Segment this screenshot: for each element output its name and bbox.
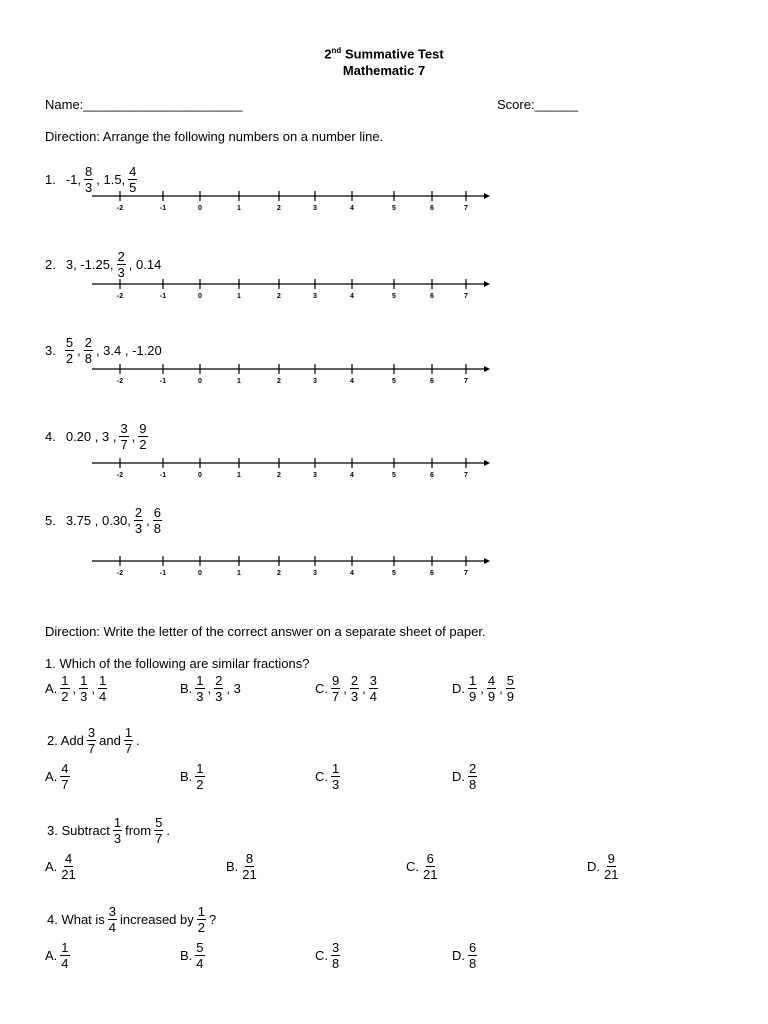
denominator: 21 <box>242 867 257 882</box>
question-stem <box>45 816 172 845</box>
fraction <box>331 674 340 703</box>
direction-part1: Direction: Arrange the following numbers on a number line. <box>45 129 384 144</box>
title-text: Summative Test <box>344 46 444 62</box>
number-line[interactable] <box>90 555 492 579</box>
tick-label: -1 <box>159 378 167 385</box>
option-letter: D. <box>452 769 465 784</box>
fraction <box>138 422 147 451</box>
fraction <box>134 506 143 535</box>
fraction <box>468 762 477 791</box>
numerator: 3 <box>369 673 377 688</box>
number-line[interactable] <box>90 363 492 387</box>
numerator: 1 <box>99 673 107 688</box>
fraction <box>117 250 126 279</box>
tick-label: 5 <box>392 293 396 300</box>
fraction <box>241 852 257 881</box>
numerator: 3 <box>332 940 340 955</box>
text-segment: 2. Add <box>47 733 84 748</box>
denominator: 5 <box>129 180 137 195</box>
fraction <box>153 506 162 535</box>
numerator: 5 <box>65 335 74 350</box>
text-segment: 4. What is <box>47 912 105 927</box>
numerator: 4 <box>487 673 496 688</box>
arrow-head-icon <box>484 366 490 372</box>
text-segment: 3.75 , 0.30, <box>65 513 131 528</box>
number-line-item <box>45 336 164 365</box>
text-segment: , <box>207 681 212 696</box>
fraction <box>468 674 477 703</box>
number-line[interactable] <box>90 190 492 214</box>
answer-option[interactable] <box>315 674 379 703</box>
arrow-head-icon <box>484 281 490 287</box>
option-letter: B. <box>180 769 193 784</box>
answer-option[interactable] <box>180 762 206 791</box>
fraction <box>84 336 93 365</box>
denominator: 7 <box>120 437 128 452</box>
fraction <box>98 674 107 703</box>
fraction <box>113 816 122 845</box>
tick-label: 5 <box>392 472 396 479</box>
denominator: 9 <box>506 689 514 704</box>
denominator: 3 <box>196 689 204 704</box>
numerator: 1 <box>124 725 133 740</box>
text-segment: from <box>125 823 152 838</box>
tick-label: 2 <box>277 205 281 212</box>
fraction <box>369 674 378 703</box>
tick-label: 6 <box>430 378 434 385</box>
tick-label: 7 <box>464 205 468 212</box>
answer-option[interactable] <box>180 941 206 970</box>
numerator: 5 <box>506 673 514 688</box>
numerator: 4 <box>129 164 137 179</box>
text-segment: , <box>480 681 484 696</box>
fraction <box>331 762 340 791</box>
number-line[interactable] <box>90 278 492 302</box>
tick-label: 1 <box>237 570 241 577</box>
numerator: 1 <box>332 761 340 776</box>
option-letter: B. <box>180 948 193 963</box>
numerator: 9 <box>607 851 615 866</box>
numerator: 1 <box>196 761 204 776</box>
denominator: 8 <box>469 777 477 792</box>
denominator: 9 <box>487 689 496 704</box>
tick-label: 7 <box>464 472 468 479</box>
text-segment: increased by <box>120 912 194 927</box>
numerator: 9 <box>139 421 147 436</box>
tick-label: -2 <box>116 378 124 385</box>
title-superscript: nd <box>331 46 342 55</box>
option-letter: C. <box>315 948 328 963</box>
number-line-item <box>45 250 163 279</box>
denominator: 4 <box>196 956 204 971</box>
fraction <box>60 674 69 703</box>
denominator: 3 <box>80 689 88 704</box>
numerator: 1 <box>61 940 69 955</box>
tick-label: 0 <box>198 205 202 212</box>
option-letter: C. <box>406 859 419 874</box>
text-segment: , <box>146 513 150 528</box>
fraction <box>214 674 223 703</box>
numerator: 1 <box>113 815 122 830</box>
tick-label: 6 <box>430 293 434 300</box>
score-field[interactable]: Score:______ <box>497 97 578 112</box>
number-line-svg <box>90 278 492 302</box>
option-letter: A. <box>45 769 58 784</box>
option-letter: A. <box>45 681 58 696</box>
item-number: 5. <box>45 513 56 528</box>
numerator: 5 <box>196 940 204 955</box>
numerator: 1 <box>196 673 204 688</box>
denominator: 3 <box>134 521 143 536</box>
tick-label: 3 <box>313 293 317 300</box>
tick-label: 3 <box>313 205 317 212</box>
option-letter: D. <box>452 681 465 696</box>
fraction <box>195 762 204 791</box>
denominator: 3 <box>113 831 122 846</box>
arrow-head-icon <box>484 558 490 564</box>
text-segment: , 0.14 <box>128 257 162 272</box>
numerator: 2 <box>469 761 477 776</box>
denominator: 4 <box>61 956 69 971</box>
denominator: 4 <box>369 689 377 704</box>
denominator: 4 <box>108 920 117 935</box>
fraction <box>603 852 619 881</box>
tick-label: 1 <box>237 378 241 385</box>
answer-option[interactable] <box>315 941 341 970</box>
tick-label: -2 <box>116 570 124 577</box>
option-letter: B. <box>226 859 239 874</box>
tick-label: 4 <box>350 205 354 212</box>
text-segment: , 1.5, <box>96 172 126 187</box>
direction-part2: Direction: Write the letter of the correct answer on a separate sheet of paper. <box>45 624 486 639</box>
denominator: 8 <box>153 521 161 536</box>
number-line[interactable] <box>90 457 492 481</box>
page-title <box>0 46 768 61</box>
tick-label: 6 <box>430 205 434 212</box>
tick-label: 3 <box>313 570 317 577</box>
tick-label: 5 <box>392 570 396 577</box>
question-stem <box>45 726 142 755</box>
numerator: 4 <box>64 851 73 866</box>
fraction <box>87 726 96 755</box>
tick-label: 7 <box>464 293 468 300</box>
numerator: 1 <box>469 673 477 688</box>
numerator: 5 <box>155 815 163 830</box>
text-segment: , 3 <box>226 681 241 696</box>
tick-label: 7 <box>464 378 468 385</box>
denominator: 21 <box>61 867 76 882</box>
number-line-svg <box>90 190 492 214</box>
fraction <box>487 674 496 703</box>
numerator: 2 <box>117 249 125 264</box>
numerator: 6 <box>153 505 161 520</box>
denominator: 7 <box>124 741 133 756</box>
fraction <box>350 674 359 703</box>
text-segment: , <box>131 429 136 444</box>
tick-label: 6 <box>430 570 434 577</box>
tick-label: 5 <box>392 205 396 212</box>
answer-option[interactable] <box>180 674 243 703</box>
denominator: 2 <box>61 689 69 704</box>
numerator: 6 <box>426 851 434 866</box>
numerator: 2 <box>215 673 223 688</box>
tick-label: 3 <box>313 472 317 479</box>
tick-label: 0 <box>198 293 202 300</box>
number-line-item <box>45 506 163 535</box>
denominator: 21 <box>604 867 619 882</box>
numerator: 3 <box>108 904 117 919</box>
tick-label: 2 <box>277 472 281 479</box>
fraction <box>124 726 133 755</box>
numerator: 3 <box>87 725 96 740</box>
text-segment: 1. Which of the following are similar fractions? <box>45 656 310 671</box>
arrow-head-icon <box>484 460 490 466</box>
fraction <box>331 941 340 970</box>
number-line-svg <box>90 555 492 579</box>
denominator: 3 <box>332 777 340 792</box>
answer-option[interactable] <box>45 762 71 791</box>
tick-label: 1 <box>237 472 241 479</box>
option-letter: A. <box>45 948 58 963</box>
text-segment: , <box>499 681 503 696</box>
denominator: 4 <box>99 689 107 704</box>
option-letter: A. <box>45 859 58 874</box>
fraction <box>65 336 74 365</box>
denominator: 2 <box>197 920 205 935</box>
answer-option[interactable] <box>226 852 259 881</box>
text-segment: 3, -1.25, <box>65 257 114 272</box>
question-stem <box>45 656 311 671</box>
denominator: 8 <box>332 956 340 971</box>
fraction <box>422 852 438 881</box>
tick-label: 2 <box>277 378 281 385</box>
denominator: 9 <box>469 689 477 704</box>
answer-option[interactable] <box>406 852 439 881</box>
fraction <box>60 941 69 970</box>
denominator: 3 <box>350 689 359 704</box>
text-segment: 3. Subtract <box>47 823 110 838</box>
option-letter: C. <box>315 769 328 784</box>
denominator: 21 <box>423 867 438 882</box>
option-letter: D. <box>452 948 465 963</box>
fraction <box>506 674 515 703</box>
question-stem <box>45 905 218 934</box>
tick-label: -2 <box>116 293 124 300</box>
tick-label: 4 <box>350 570 354 577</box>
denominator: 7 <box>332 689 340 704</box>
fraction <box>195 941 204 970</box>
fraction <box>119 422 128 451</box>
answer-option[interactable] <box>452 762 478 791</box>
denominator: 2 <box>65 351 74 366</box>
text-segment: , <box>77 343 81 358</box>
tick-label: -2 <box>116 472 124 479</box>
tick-label: 5 <box>392 378 396 385</box>
tick-label: 0 <box>198 378 202 385</box>
tick-label: -1 <box>159 472 167 479</box>
text-segment: . <box>136 733 140 748</box>
option-letter: B. <box>180 681 193 696</box>
denominator: 2 <box>196 777 204 792</box>
denominator: 3 <box>117 265 125 280</box>
text-segment: and <box>99 733 121 748</box>
text-segment: , <box>91 681 96 696</box>
number-line-svg <box>90 457 492 481</box>
item-number: 4. <box>45 429 56 444</box>
tick-label: 1 <box>237 205 241 212</box>
option-letter: C. <box>315 681 328 696</box>
item-number: 3. <box>45 343 56 358</box>
tick-label: -1 <box>159 205 167 212</box>
tick-label: 7 <box>464 570 468 577</box>
denominator: 7 <box>87 741 96 756</box>
tick-label: 0 <box>198 472 202 479</box>
number-line-item <box>45 422 149 451</box>
text-segment: , 3.4 , -1.20 <box>95 343 162 358</box>
tick-label: 6 <box>430 472 434 479</box>
numerator: 3 <box>120 421 128 436</box>
text-segment: ? <box>208 912 217 927</box>
name-field[interactable]: Name:______________________ <box>45 97 243 112</box>
answer-option[interactable] <box>45 674 108 703</box>
fraction <box>195 674 204 703</box>
numerator: 2 <box>350 673 359 688</box>
denominator: 7 <box>61 777 69 792</box>
numerator: 2 <box>134 505 143 520</box>
page-subtitle: Mathematic 7 <box>342 63 426 78</box>
tick-label: 2 <box>277 293 281 300</box>
fraction <box>154 816 163 845</box>
denominator: 8 <box>469 956 477 971</box>
tick-label: 1 <box>237 293 241 300</box>
answer-option[interactable] <box>315 762 341 791</box>
numerator: 1 <box>197 904 205 919</box>
fraction <box>60 762 69 791</box>
item-number: 2. <box>45 257 56 272</box>
numerator: 8 <box>245 851 254 866</box>
tick-label: 0 <box>198 570 202 577</box>
text-segment: 0.20 , 3 , <box>65 429 117 444</box>
numerator: 1 <box>61 673 69 688</box>
numerator: 6 <box>469 940 477 955</box>
text-segment: , <box>362 681 366 696</box>
answer-option[interactable] <box>452 941 478 970</box>
text-segment: . <box>166 823 170 838</box>
denominator: 8 <box>84 351 92 366</box>
arrow-head-icon <box>484 193 490 199</box>
fraction <box>79 674 88 703</box>
denominator: 3 <box>215 689 223 704</box>
numerator: 1 <box>80 673 88 688</box>
numerator: 8 <box>85 164 93 179</box>
answer-option[interactable] <box>587 852 620 881</box>
tick-label: 3 <box>313 378 317 385</box>
fraction <box>60 852 76 881</box>
tick-label: -1 <box>159 293 167 300</box>
answer-option[interactable] <box>452 674 516 703</box>
fraction <box>108 905 117 934</box>
denominator: 3 <box>85 180 93 195</box>
numerator: 4 <box>61 761 69 776</box>
fraction <box>468 941 477 970</box>
denominator: 7 <box>155 831 163 846</box>
answer-option[interactable] <box>45 852 78 881</box>
option-letter: D. <box>587 859 600 874</box>
text-segment: -1, <box>65 172 82 187</box>
tick-label: 2 <box>277 570 281 577</box>
title-number: 2 <box>324 46 332 62</box>
tick-label: 4 <box>350 472 354 479</box>
numerator: 9 <box>332 673 340 688</box>
tick-label: 4 <box>350 378 354 385</box>
answer-option[interactable] <box>45 941 71 970</box>
tick-label: -2 <box>116 205 124 212</box>
fraction <box>197 905 206 934</box>
tick-label: 4 <box>350 293 354 300</box>
text-segment: , <box>72 681 77 696</box>
number-line-svg <box>90 363 492 387</box>
tick-label: -1 <box>159 570 167 577</box>
numerator: 2 <box>84 335 92 350</box>
text-segment: , <box>343 681 347 696</box>
denominator: 2 <box>139 437 147 452</box>
item-number: 1. <box>45 172 56 187</box>
